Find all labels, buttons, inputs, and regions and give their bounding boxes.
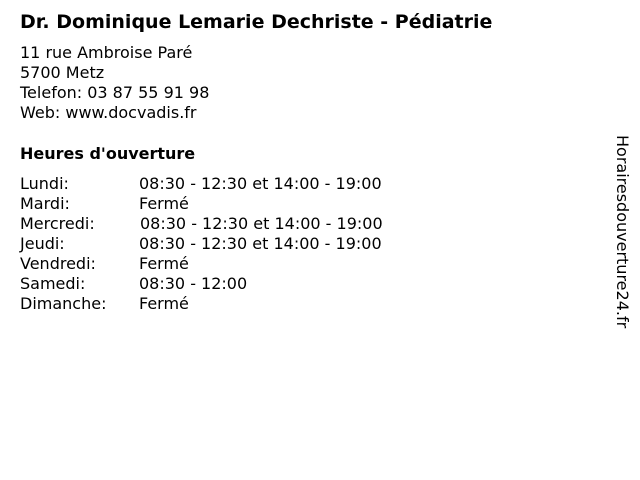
street-address: 11 rue Ambroise Paré (20, 43, 193, 62)
day-hours: 08:30 - 12:30 et 14:00 - 19:00 (139, 234, 382, 253)
day-label: Mardi: (20, 194, 70, 213)
day-hours: Fermé (139, 254, 189, 273)
page-title: Dr. Dominique Lemarie Dechriste - Pédiatrie (20, 11, 493, 33)
day-label: Samedi: (20, 274, 86, 293)
day-hours: Fermé (139, 294, 189, 313)
site-watermark: Horairesdouverture24.fr (613, 135, 632, 329)
day-hours: Fermé (139, 194, 189, 213)
day-label: Mercredi: (20, 214, 95, 233)
city: 5700 Metz (20, 63, 105, 82)
day-hours: 08:30 - 12:30 et 14:00 - 19:00 (140, 214, 383, 233)
website: Web: www.docvadis.fr (20, 103, 197, 122)
address-block (20, 43, 209, 123)
day-hours: 08:30 - 12:00 (139, 274, 248, 293)
day-label: Dimanche: (20, 294, 107, 313)
day-hours: 08:30 - 12:30 et 14:00 - 19:00 (139, 174, 382, 193)
opening-hours-heading: Heures d'ouverture (20, 144, 196, 163)
day-label: Jeudi: (20, 234, 65, 253)
day-label: Lundi: (20, 174, 69, 193)
day-label: Vendredi: (20, 254, 96, 273)
phone-number: Telefon: 03 87 55 91 98 (20, 83, 210, 102)
